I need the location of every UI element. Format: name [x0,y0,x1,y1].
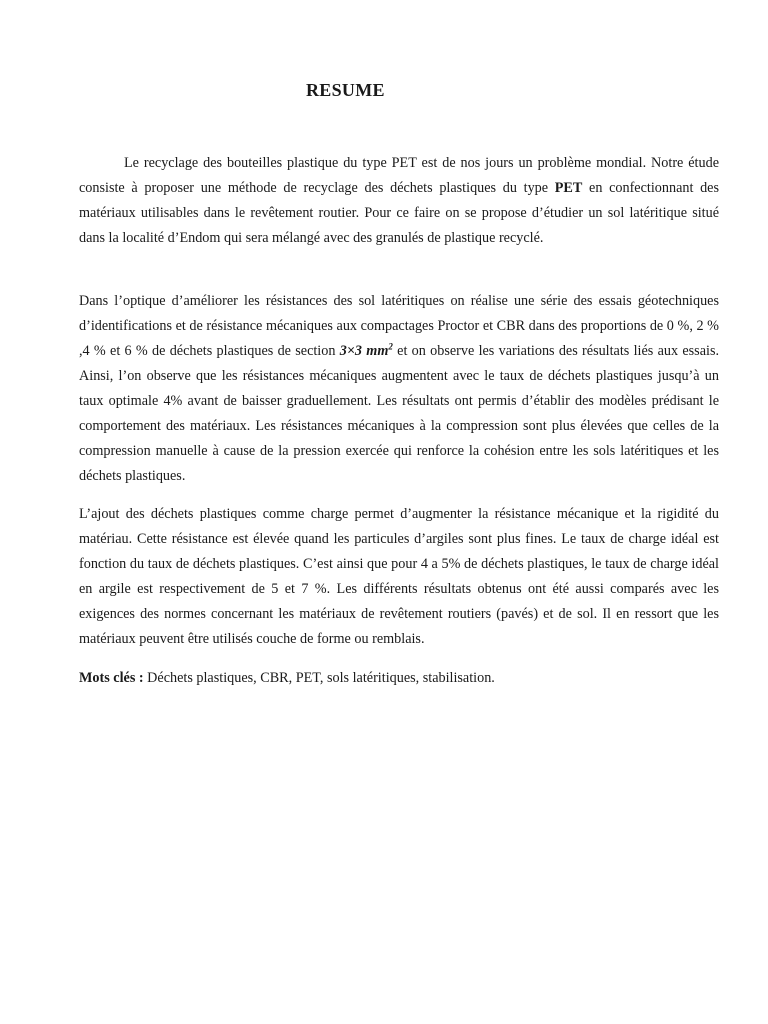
paragraph-methods-text-1: Dans l’optique d’améliorer les résistances des sol latéritiques on réalise une série des essais géotechniques d’identifications et de résistance mécaniques aux compactages Proctor et CBR dans des proportions de 0 %, 2 % ,4 % et 6 % de déchets plastiques de section [79,293,719,359]
paragraph-intro-text-1: Le recyclage des bouteilles plastique du type PET est de nos jours un problème mondial. Notre étude consiste à proposer une méthode de recyclage des déchets plastiques du type [79,155,719,196]
keywords-line [79,666,719,691]
page-title: RESUME [306,80,385,100]
pet-bold-term: PET [554,180,583,196]
keywords-values: Déchets plastiques, CBR, PET, sols latéritiques, stabilisation. [143,670,495,686]
section-size-value: 3×3 mm [339,343,389,359]
paragraph-intro-text-2: en confectionnant des matériaux utilisables dans le revêtement routier. Pour ce faire on se propose d’étudier un sol latéritique situé dans la localité d’Endom qui sera mélangé avec des granulés de plastique recyclé. [79,180,720,246]
section-size-exponent: 2 [388,341,393,352]
paragraph-methods [79,289,719,489]
paragraph-methods-text-2: et on observe les variations des résultats liés aux essais. Ainsi, l’on observe que les résistances mécaniques augmentent avec le taux de déchets plastiques jusqu’à un taux optimale 4% avant de baisser graduellement. Les résultats ont permis d’établir des modèles prédisant le comportement des matériaux. Les résistances mécaniques à la compression sont plus élevées que celles de la compression manuelle à cause de la pression exercée qui renforce la cohésion entre les sols latéritiques et les déchets plastiques. [79,343,720,484]
paragraph-intro [79,151,719,251]
paragraph-results: L’ajout des déchets plastiques comme charge permet d’augmenter la résistance mécanique et la rigidité du matériau. Cette résistance est élevée quand les particules d’argiles sont plus fines. Le taux de charge idéal est fonction du taux de déchets plastiques. C’est ainsi que pour 4 a 5% de déchets plastiques, le taux de charge idéal en argile est respectivement de 5 et 7 %. Les différents résultats obtenus ont été aussi comparés avec les exigences des normes concernant les matériaux de revêtement routiers (pavés) et de sol. Il en ressort que les matériaux peuvent être utilisés couche de forme ou remblais. [79,506,719,647]
keywords-label: Mots clés : [79,670,144,686]
section-size [340,343,393,359]
